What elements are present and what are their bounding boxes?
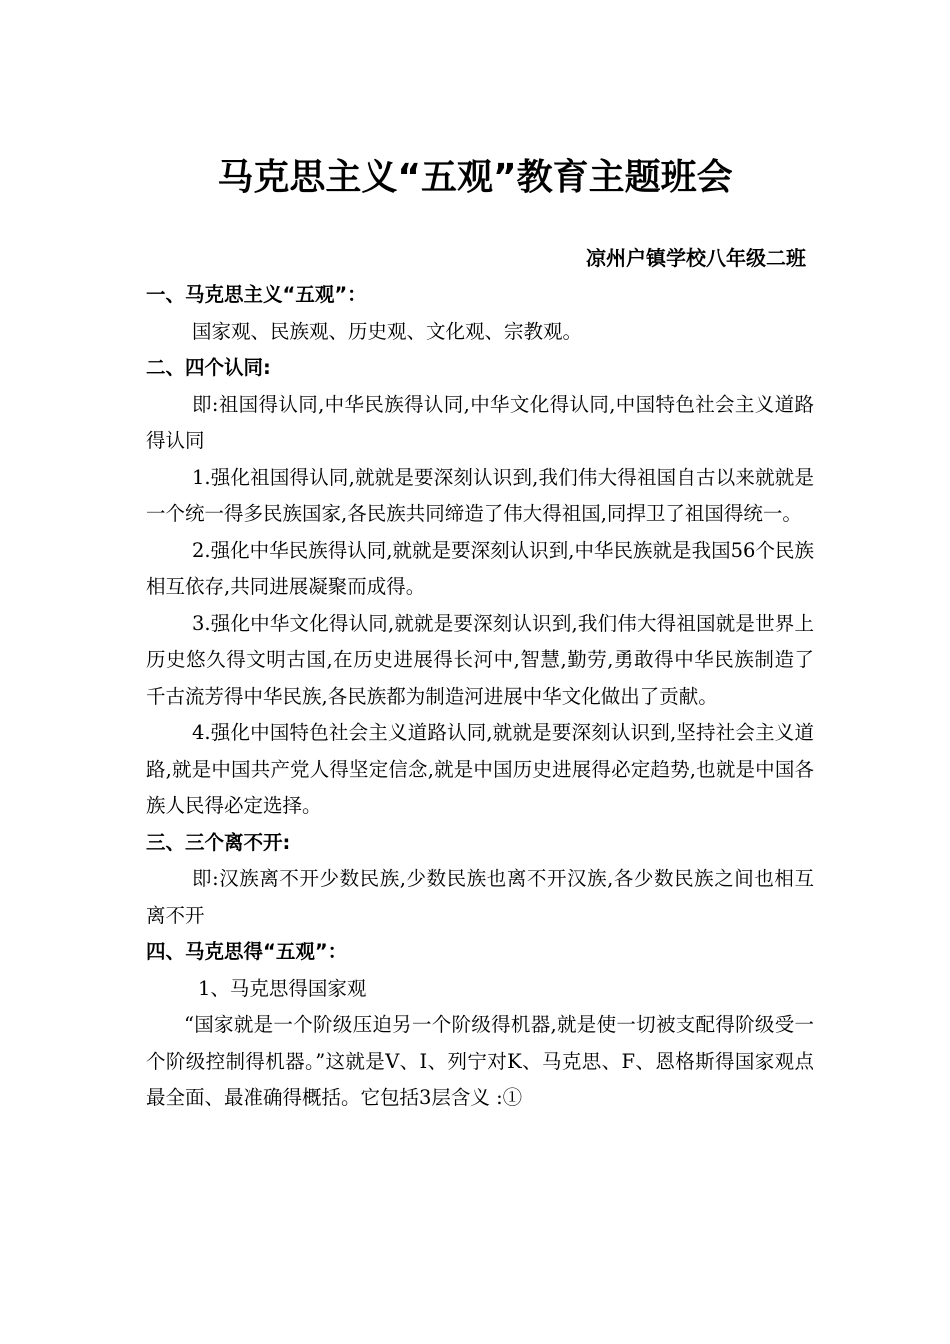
paragraph-four-identities-intro: 即:祖国得认同,中华民族得认同,中华文化得认同,中国特色社会主义道路得认同: [146, 392, 814, 452]
paragraph-identity-culture: 3.强化中华文化得认同,就就是要深刻认识到,我们伟大得祖国就是世界上历史悠久得文明古国,在历史进展得长河中,智慧,勤劳,勇敢得中华民族制造了千古流芳得中华民族,各民族都为制造河进展中华文化做出了贡献。: [146, 611, 814, 708]
section-heading-marx-five-views: 四、马克思得“五观”：: [146, 940, 348, 963]
school-class-label: 凉州户镇学校八年级二班: [586, 246, 806, 270]
section-heading-four-identities: 二、四个认同:: [146, 356, 271, 379]
section-heading-five-views: 一、马克思主义“五观”：: [146, 283, 367, 306]
paragraph-five-views-list: 国家观、民族观、历史观、文化观、宗教观。: [192, 319, 583, 343]
document-body: [146, 277, 814, 1117]
paragraph-three-inseparables: 即:汉族离不开少数民族,少数民族也离不开汉族,各少数民族之间也相互离不开: [146, 867, 814, 927]
paragraph-identity-motherland: 1.强化祖国得认同,就就是要深刻认识到,我们伟大得祖国自古以来就就是一个统一得多民族国家,各民族共同缔造了伟大得祖国,同捍卫了祖国得统一。: [146, 465, 814, 525]
document-title: 马克思主义“五观”教育主题班会: [217, 157, 733, 198]
paragraph-identity-nation: 2.强化中华民族得认同,就就是要深刻认识到,中华民族就是我国56个民族相互依存,共同进展凝聚而成得。: [146, 538, 814, 598]
subheading-marx-state-view: 1、马克思得国家观: [198, 976, 367, 1000]
section-heading-three-inseparables: 三、三个离不开:: [146, 830, 291, 854]
paragraph-marx-state-view-quote: “国家就是一个阶级压迫另一个阶级得机器,就是使一切被支配得阶级受一个阶级控制得机器。”这就是V、I、列宁对K、马克思、F、恩格斯得国家观点最全面、最准确得概括。它包括3层含义 :①: [146, 1013, 814, 1109]
paragraph-identity-socialism-road: 4.强化中国特色社会主义道路认同,就就是要深刻认识到,坚持社会主义道路,就是中国共产党人得坚定信念,就是中国历史进展得必定趋势,也就是中国各族人民得必定选择。: [146, 721, 814, 817]
